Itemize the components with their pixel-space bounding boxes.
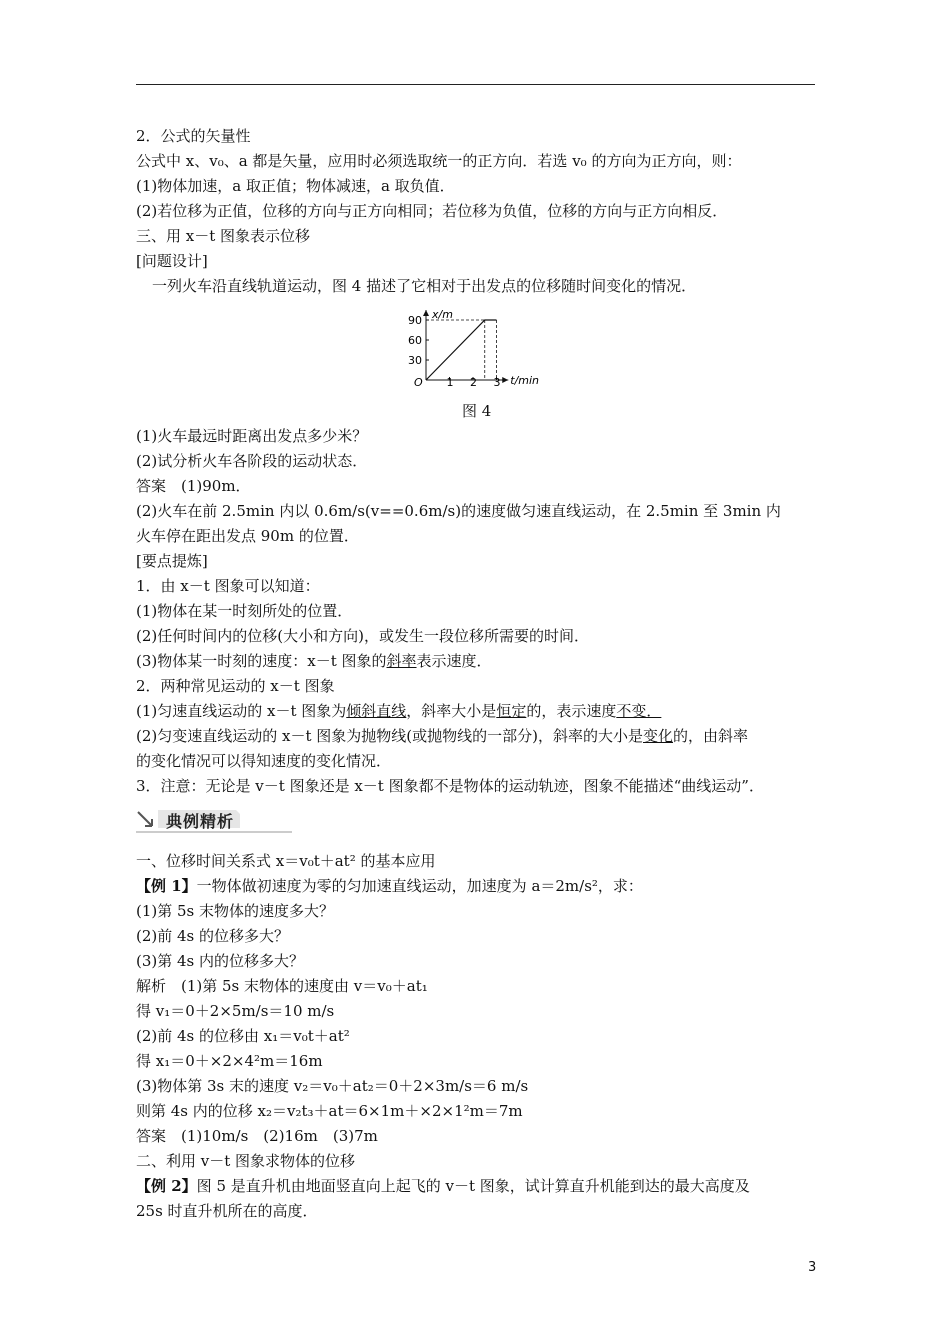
text-line xyxy=(136,876,643,896)
text-line: 得 x₁＝0＋×2×4²m＝16m xyxy=(136,1052,323,1070)
text-line: (1)物体在某一时刻所处的位置． xyxy=(136,602,353,620)
text-line: (3)物体第 3s 末的速度 v₂＝v₀＋at₂＝0＋2×3m/s＝6 m/s xyxy=(136,1077,529,1095)
text-line: 公式中 x、v₀、a 都是矢量，应用时必须选取统一的正方向．若选 v₀ 的方向为正方向，则： xyxy=(136,152,742,170)
text-line: (1)火车最远时距离出发点多少米？ xyxy=(136,427,368,445)
example-label: 【例 2】 xyxy=(136,1177,197,1195)
text-line: 3．注意：无论是 v－t 图象还是 x－t 图象都不是物体的运动轨迹，图象不能描述“曲线运动”． xyxy=(136,777,764,795)
text-span: 图 5 是直升机由地面竖直向上起飞的 v－t 图象，试计算直升机能到达的最大高度及 xyxy=(196,1177,750,1195)
text-line: 则第 4s 内的位移 x₂＝v₂t₃＋at＝6×1m＋×2×1²m＝7m xyxy=(136,1102,523,1120)
text-line: (1)物体加速，a 取正值；物体减速，a 取负值． xyxy=(136,177,455,195)
keyword-underlined: 倾斜直线 xyxy=(346,702,407,720)
answer-line: 答案 (1)90m． xyxy=(136,477,251,495)
text-line: 2．两种常见运动的 x－t 图象 xyxy=(136,677,335,695)
text-span: (3)物体某一时刻的速度：x－t 图象的 xyxy=(136,652,387,670)
y-axis-label: x/m xyxy=(432,307,453,321)
y-tick-label: 90 xyxy=(408,313,422,327)
keyword-underlined: 恒定 xyxy=(496,702,527,720)
x-axis-label: t/min xyxy=(510,374,540,387)
example-label: 【例 1】 xyxy=(136,877,197,895)
section-heading: 三、用 x－t 图象表示位移 xyxy=(136,227,311,245)
text-span: 一物体做初速度为零的匀加速直线运动，加速度为 a＝2m/s²，求： xyxy=(196,877,643,895)
y-axis-arrow xyxy=(423,310,429,316)
text-line xyxy=(136,651,492,671)
series-line xyxy=(426,320,497,380)
figure-caption: 图 4 xyxy=(462,402,492,420)
x-tick-label: 3 xyxy=(493,376,501,389)
text-line: (2)任何时间内的位移(大小和方向)，或发生一段位移所需要的时间． xyxy=(136,627,589,645)
text-line: (2)试分析火车各阶段的运动状态． xyxy=(136,452,368,470)
text-line xyxy=(136,701,661,721)
text-line: 得 v₁＝0＋2×5m/s＝10 m/s xyxy=(136,1002,335,1020)
text-line: (2)火车在前 2.5min 内以 0.6m/s(v==0.6m/s)的速度做匀速直线运动，在 2.5min 至 3min 内 xyxy=(136,502,781,520)
text-line: 2．公式的矢量性 xyxy=(136,127,251,145)
text-span: (1)匀速直线运动的 x－t 图象为 xyxy=(136,702,347,720)
x-axis-arrow xyxy=(502,377,508,383)
keyword-underlined: 斜率 xyxy=(386,652,417,670)
text-line: 火车停在距出发点 90m 的位置． xyxy=(136,527,359,545)
text-line: (2)若位移为正值，位移的方向与正方向相同；若位移为负值，位移的方向与正方向相反． xyxy=(136,202,728,220)
x-tick-label: 1 xyxy=(446,376,454,389)
text-span: 的，表示速度 xyxy=(526,702,617,720)
text-line: (1)第 5s 末物体的速度多大？ xyxy=(136,902,335,920)
banner-title: 典例精析 xyxy=(166,812,235,831)
text-line: 解析 (1)第 5s 末物体的速度由 v＝v₀＋at₁ xyxy=(136,977,428,995)
text-span: 表示速度． xyxy=(416,652,492,670)
text-line: 1．由 x－t 图象可以知道： xyxy=(136,577,320,595)
answer-line: 答案 (1)10m/s (2)16m (3)7m xyxy=(136,1127,378,1145)
text-line: (3)第 4s 内的位移多大？ xyxy=(136,952,305,970)
y-tick-label: 30 xyxy=(408,353,422,367)
page-number: 3 xyxy=(808,1260,817,1275)
text-line: 一列火车沿直线轨道运动，图 4 描述了它相对于出发点的位移随时间变化的情况． xyxy=(152,277,697,295)
section-heading: 二、利用 v－t 图象求物体的位移 xyxy=(136,1152,356,1170)
text-line: [问题设计] xyxy=(136,252,208,270)
y-tick-label: 60 xyxy=(408,333,422,347)
text-line xyxy=(136,1176,750,1196)
text-line: 25s 时直升机所在的高度． xyxy=(136,1202,318,1220)
text-line: (2)前 4s 的位移由 x₁＝v₀t＋at² xyxy=(136,1027,350,1045)
keyword-underlined: 不变． xyxy=(616,702,662,720)
text-span: 的，由斜率 xyxy=(673,727,749,745)
text-line xyxy=(136,726,748,746)
section-heading: 一、位移时间关系式 x＝v₀t＋at² 的基本应用 xyxy=(136,852,436,870)
text-span: ，斜率大小是 xyxy=(406,702,497,720)
text-line: [要点提炼] xyxy=(136,552,208,570)
text-span: (2)匀变速直线运动的 x－t 图象为抛物线(或抛物线的一部分)，斜率的大小是 xyxy=(136,727,643,745)
text-line: 的变化情况可以得知速度的变化情况． xyxy=(136,752,392,770)
xt-chart xyxy=(398,300,558,392)
header-rule xyxy=(136,84,815,85)
text-line: (2)前 4s 的位移多大？ xyxy=(136,927,290,945)
x-tick-label: 2 xyxy=(470,376,477,389)
origin-label: O xyxy=(414,376,423,389)
keyword-underlined: 变化 xyxy=(642,727,673,745)
